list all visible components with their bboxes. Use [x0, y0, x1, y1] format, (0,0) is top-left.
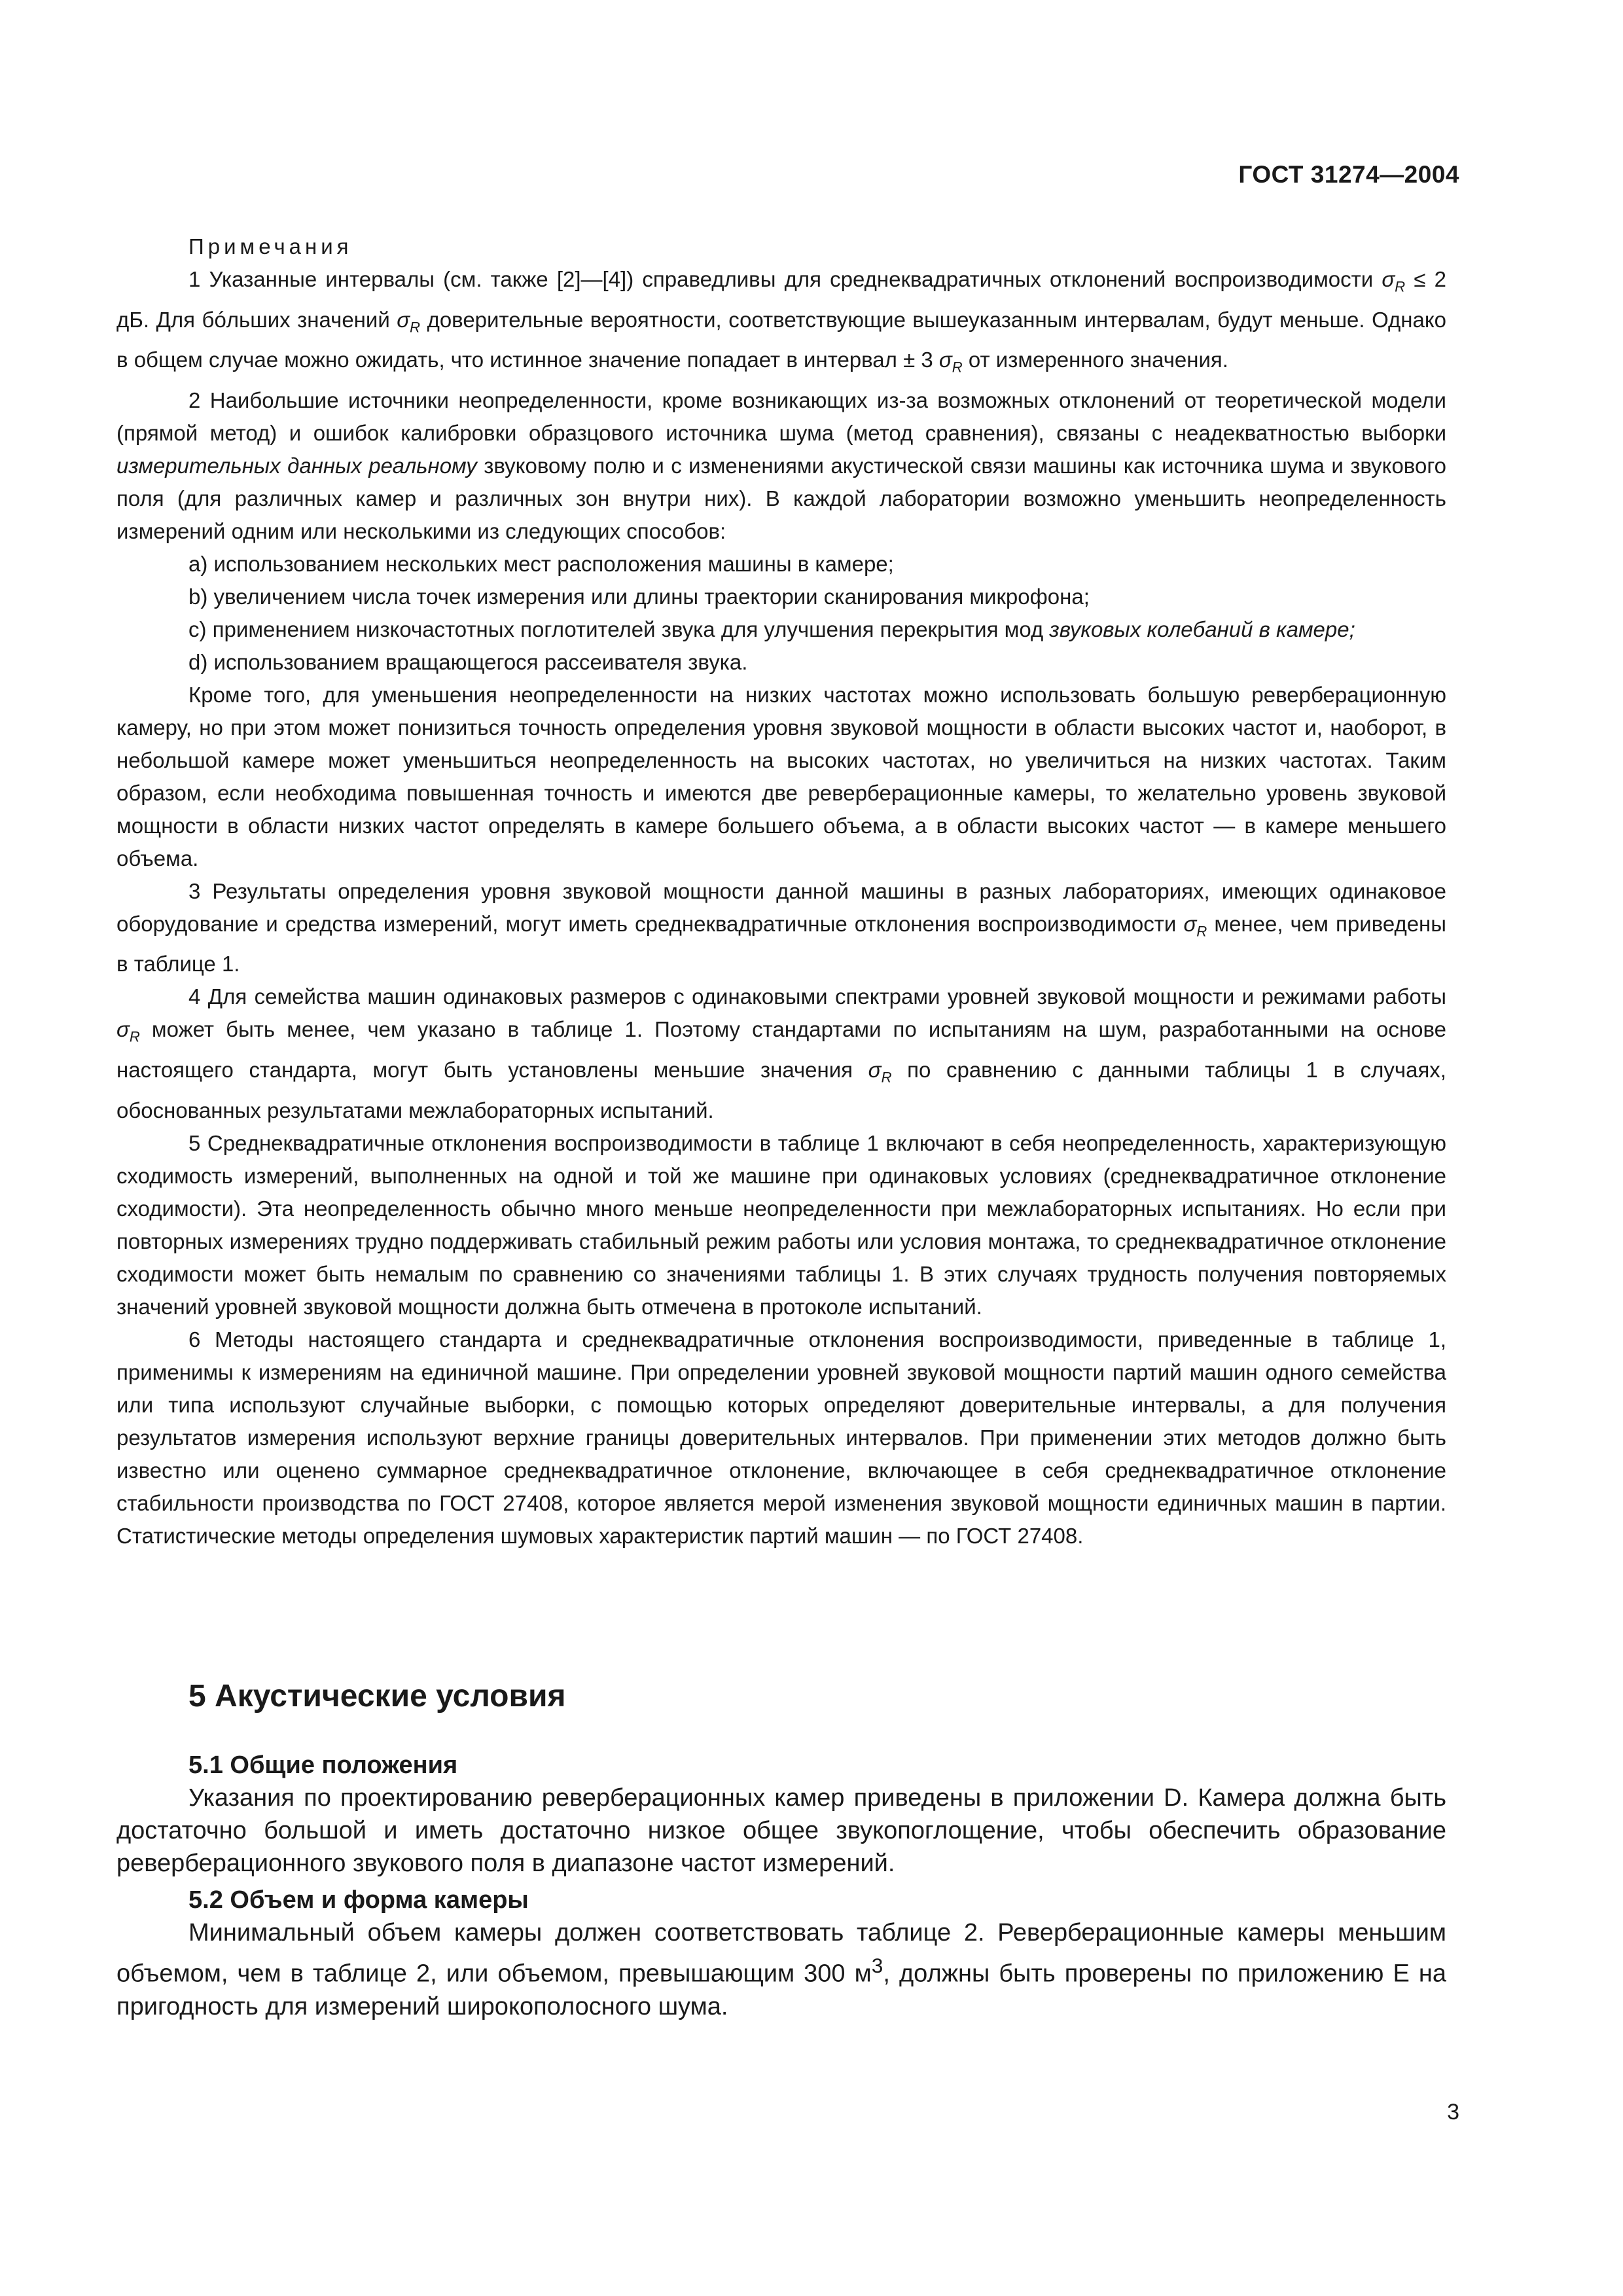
superscript-3: 3: [871, 1954, 883, 1977]
section-5: [116, 1676, 1446, 2023]
note-1-text-a: 1 Указанные интервалы (см. также [2]—[4]) справедливы для среднеквадратичных отклонений воспроизводимости: [188, 267, 1374, 291]
note-5: 5 Среднеквадратичные отклонения воспроизводимости в таблице 1 включают в себя неопределенность, характеризующую сходимость измерений, выполненных на одной и той же машине при одинаковых условиях (среднеквадратичное отклонение сходимости). Эта неопределенность обычно много меньше неопределенности при межлабораторных испытаниях. Но если при повторных измерениях трудно поддерживать стабильный режим работы или условия монтажа, то среднеквадратичное отклонение сходимости может быть немалым по сравнению со значениями таблицы 1. В этих случаях трудность получения повторяемых значений уровней звуковой мощности должна быть отмечена в протоколе испытаний.: [116, 1130, 1446, 1319]
note-4: 4 Для семейства машин одинаковых размеров с одинаковыми спектрами уровней звуковой мощности и режимами работы $\sigma_R$ может быть менее, чем указано в таблице 1. Поэтому стандартами по испытаниям на шум, разработанными на основе настоящего стандарта, могут быть установлены меньшие значения $\sigma_R$ по сравнению с данными таблицы 1 в случаях, обоснованных результатами межлабораторных испытаний.: [116, 984, 1446, 1122]
subsection-5-2-text: Минимальный объем камеры должен соответствовать таблице 2. Реверберационные камеры меньшим объемом, чем в таблице 2, или объемом, превышающим 300 $м^3$, должны быть проверены по приложению Е на пригодность для измерений широкополосного шума.: [116, 1919, 1446, 2020]
note-3: 3 Результаты определения уровня звуковой мощности данной машины в разных лабораториях, имеющих одинаковое оборудование и средства измерений, могут иметь среднеквадратичные отклонения воспроизводимости $\sigma_R$ менее, чем приведены в таблице 1.: [116, 878, 1446, 977]
sigma-r-symbol: $\sigma_R$: [1382, 267, 1406, 295]
note-2-extra: Кроме того, для уменьшения неопределенности на низких частотах можно использовать большую реверберационную камеру, но при этом может понизиться точность определения уровня звуковой мощности в области высоких частот и, наоборот, в небольшой камере может уменьшиться неопределенность на высоких частотах, но увеличиться на низких частотах. Таким образом, если необходима повышенная точность и имеются две реверберационные камеры, то желательно уровень звуковой мощности в области низких частот определять в камере большего объема, а в области высоких частот — в камере меньшего объема.: [116, 682, 1446, 870]
notes-block: [116, 230, 1446, 1552]
sigma-r-symbol: $\sigma_R$: [938, 348, 963, 376]
note-2-item-c: с) применением низкочастотных поглотителей звука для улучшения перекрытия мод звуковых колебаний в камере;: [188, 617, 1355, 641]
page-number: 3: [1447, 2100, 1459, 2125]
note-1: [116, 263, 1446, 384]
note-2-item-b: b) увеличением числа точек измерения или длины траектории сканирования микрофона;: [188, 584, 1090, 609]
sigma-r-symbol: $\sigma_R$: [116, 1017, 140, 1045]
notes-title: Примечания: [188, 234, 353, 259]
note-1-text-b: ≤ 2 дБ. Для бóльших значений: [116, 267, 1446, 332]
sigma-r-symbol: $\sigma_R$: [397, 307, 421, 336]
note-6: 6 Методы настоящего стандарта и среднеквадратичные отклонения воспроизводимости, приведенные в таблице 1, применимы к измерениям на единичной машине. При определении уровней звуковой мощности партий машин одного семейства или типа используют случайные выборки, с помощью которых определяют доверительные интервалы, а для получения результатов измерения используют верхние границы доверительных интервалов. При применении этих методов должно быть известно или оценено суммарное среднеквадратичное отклонение, включающее в себя среднеквадратичное отклонение стабильности производства по ГОСТ 27408, которое является мерой изменения звуковой мощности единичных машин в партии. Статистические методы определения шумовых характеристик партий машин — по ГОСТ 27408.: [116, 1327, 1446, 1548]
sigma-r-symbol: $\sigma_R$: [1183, 911, 1207, 940]
subsection-5-1-text: Указания по проектированию реверберационных камер приведены в приложении D. Камера должна быть достаточно большой и иметь достаточно низкое общее звукопоглощение, чтобы обеспечить образование реверберационного звукового поля в диапазоне частот измерений.: [116, 1784, 1446, 1877]
document-code: ГОСТ 31274—2004: [1238, 161, 1459, 188]
subsection-5-1-heading: 5.1 Общие положения: [188, 1751, 458, 1779]
note-2: [116, 384, 1446, 548]
note-2-item-a: а) использованием нескольких мест расположения машины в камере;: [188, 551, 894, 576]
note-2-text-b: звуковому полю и с изменениями акустической связи машины как источника шума и звукового поля (для различных камер и различных зон внутри них). В каждой лаборатории возможно уменьшить неопределенность измерений одним или несколькими из следующих способов:: [116, 453, 1446, 543]
note-1-text-c: доверительные вероятности, соответствующие вышеуказанным интервалам, будут меньше. Однако в общем случае можно ожидать, что истинное значение попадает в интервал ± 3: [116, 307, 1447, 372]
note-2-item-d: d) использованием вращающегося рассеивателя звука.: [188, 649, 748, 674]
sigma-r-symbol: $\sigma_R$: [868, 1057, 892, 1086]
subsection-5-2-heading: 5.2 Объем и форма камеры: [188, 1886, 529, 1914]
section-5-heading: 5 Акустические условия: [188, 1679, 566, 1713]
note-1-text-d: от измеренного значения.: [968, 348, 1228, 372]
note-2-italic: измерительных данных реальному: [116, 453, 477, 478]
note-2-text-a: 2 Наибольшие источники неопределенности, кроме возникающих из-за возможных отклонений от теоретической модели (прямой метод) и ошибок калибровки образцового источника шума (метод сравнения), связаны с неадекватностью выборки: [116, 387, 1446, 445]
